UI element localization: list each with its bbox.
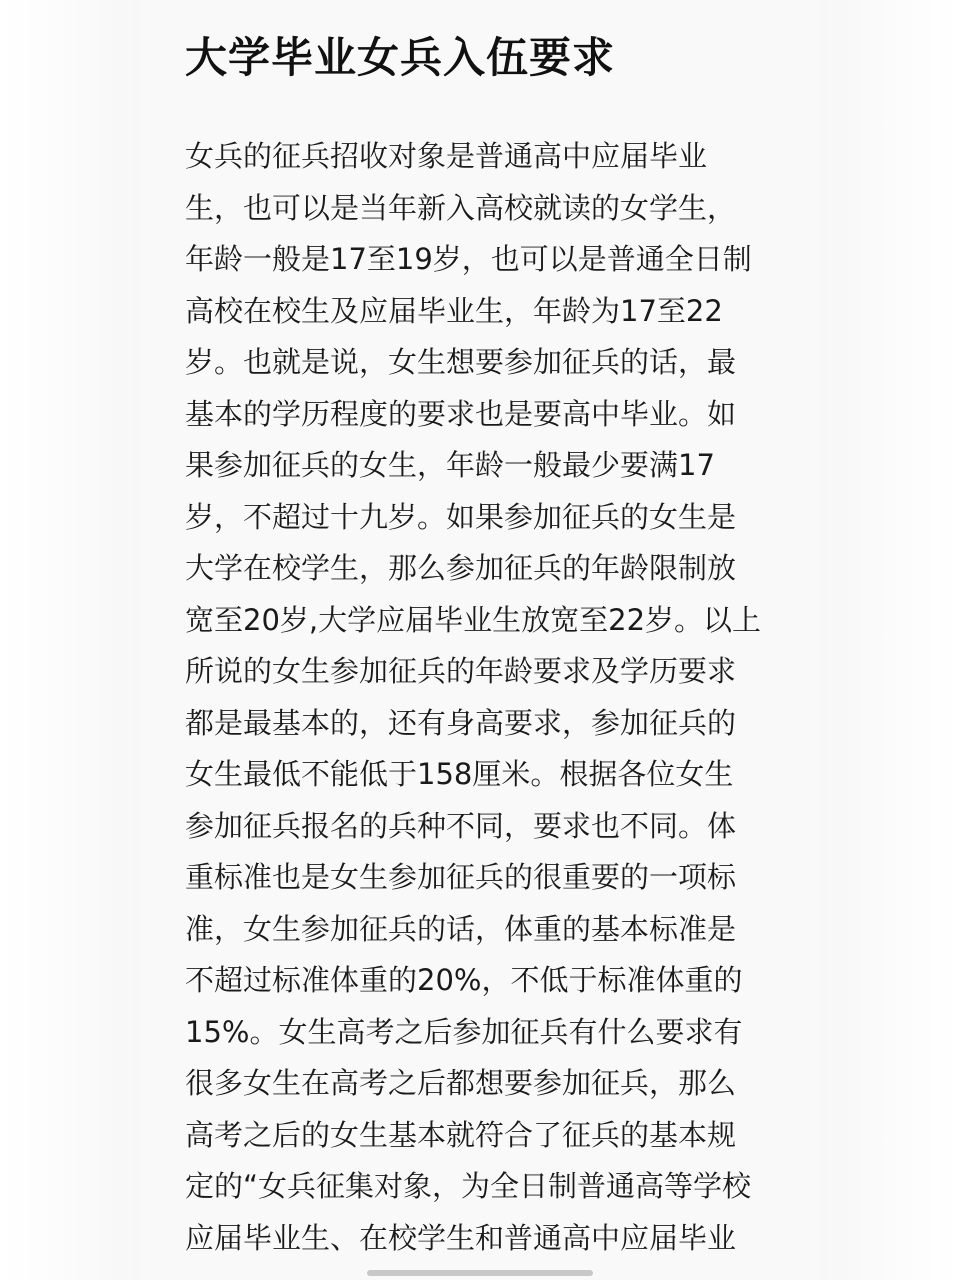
- body-line: 15%。女生高考之后参加征兵有什么要求有: [185, 1014, 743, 1049]
- article-title: 大学毕业女兵入伍要求: [185, 33, 616, 82]
- body-line: 所说的女生参加征兵的年龄要求及学历要求: [185, 654, 737, 688]
- left-margin: [0, 0, 140, 1280]
- body-line: 都是最基本的，还有身高要求，参加征兵的: [185, 705, 737, 740]
- body-line: 高校在校生及应届毕业生，年龄为17至22: [185, 293, 723, 328]
- home-indicator-bar[interactable]: [367, 1270, 593, 1276]
- body-line: 岁。也就是说，女生想要参加征兵的话，最: [185, 345, 737, 379]
- body-line: 定的“女兵征集对象，为全日制普通高等学校: [185, 1169, 752, 1203]
- body-line: 果参加征兵的女生，年龄一般最少要满17: [185, 448, 715, 482]
- body-line: 很多女生在高考之后都想要参加征兵，那么: [185, 1066, 737, 1100]
- article-body: [185, 131, 775, 1264]
- body-line: 参加征兵报名的兵种不同，要求也不同。体: [185, 808, 737, 843]
- body-line: 基本的学历程度的要求也是要高中毕业。如: [185, 396, 737, 431]
- body-line: 宽至20岁,大学应届毕业生放宽至22岁。以上: [185, 602, 762, 637]
- right-margin: [820, 0, 960, 1280]
- body-line: 应届毕业生、在校学生和普通高中应届毕业: [185, 1220, 737, 1255]
- body-line: 不超过标准体重的20%，不低于标准体重的: [185, 963, 743, 997]
- body-line: 准，女生参加征兵的话，体重的基本标准是: [185, 911, 737, 946]
- body-line: 岁，不超过十九岁。如果参加征兵的女生是: [185, 499, 737, 534]
- article-card: [140, 0, 820, 1280]
- body-line: 生，也可以是当年新入高校就读的女学生，: [185, 190, 737, 225]
- body-line: 年龄一般是17至19岁，也可以是普通全日制: [185, 242, 752, 276]
- body-line: 大学在校学生，那么参加征兵的年龄限制放: [185, 551, 737, 585]
- body-line: 女生最低不能低于158厘米。根据各位女生: [185, 757, 734, 791]
- body-line: 高考之后的女生基本就符合了征兵的基本规: [185, 1117, 737, 1152]
- body-line: 女兵的征兵招收对象是普通高中应届毕业: [185, 139, 708, 173]
- body-line: 重标准也是女生参加征兵的很重要的一项标: [185, 860, 737, 894]
